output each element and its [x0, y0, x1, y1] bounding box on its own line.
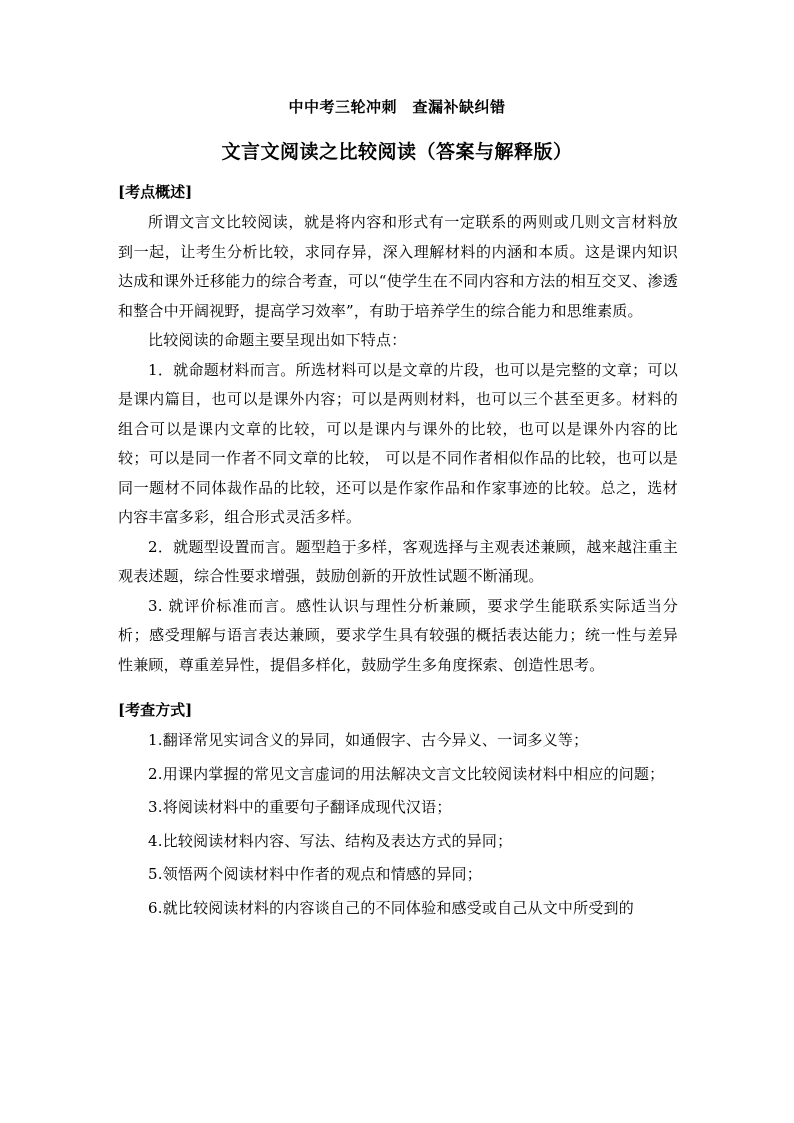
header-title: 中中考三轮冲刺 查漏补缺纠错 — [288, 98, 506, 116]
methods-item-5: 5.领悟两个阅读材料中作者的观点和情感的异同； — [148, 865, 482, 883]
main-title: 文言文阅读之比较阅读（答案与解释版） — [221, 141, 573, 163]
methods-item-2: 2.用课内掌握的常见文言虚词的用法解决文言文比较阅读材料中相应的问题； — [148, 764, 665, 783]
overview-paragraph-point-1: 1．就命题材料而言。所选材料可以是文章的片段，也可以是完整的文章；可以是课内篇目，也可以是课外内容；可以是两则材料，也可以三个甚至更多。材料的组合可以是课内文章的比较，可以是课内与课外的比较，也可以是课外内容的比较；可以是同一作者不同文章的比较， 可以是不同作者相似作品的比较，也可以是同一题材不同体裁作品的比较，还可以是作家作品和作家事迹的比较。总之，选材内容丰富多彩，组合形式灵活多样。 — [118, 360, 678, 526]
methods-item-4: 4.比较阅读材料内容、写法、结构及表达方式的异同； — [148, 831, 513, 850]
overview-paragraph-point-3: 3. 就评价标准而言。感性认识与理性分析兼顾，要求学生能联系实际适当分析；感受理解与语言表达兼顾，要求学生具有较强的概括表达能力；统一性与差异性兼顾，尊重差异性，提倡多样化，鼓励学生多角度探索、创造性思考。 — [118, 596, 678, 674]
methods-heading: [考查方式] — [118, 701, 193, 719]
overview-heading: [考点概述] — [118, 183, 193, 201]
overview-paragraph-intro: 所谓文言文比较阅读，就是将内容和形式有一定联系的两则或几则文言材料放到一起，让考生分析比较，求同存异，深入理解材料的内涵和本质。这是课内知识达成和课外迁移能力的综合考查，可以“使学生在不同内容和方法的相互交叉、渗透和整合中开阔视野，提高学习效率”，有助于培养学生的综合能力和思维素质。 — [118, 213, 678, 320]
methods-item-1: 1.翻译常见实词含义的异同，如通假字、古今异义、一词多义等； — [148, 731, 589, 749]
overview-paragraph-features-intro: 比较阅读的命题主要呈现出如下特点： — [148, 331, 407, 349]
methods-item-3: 3.将阅读材料中的重要句子翻译成现代汉语； — [148, 798, 452, 816]
section-gap — [118, 680, 678, 694]
document-content — [118, 176, 678, 923]
methods-item-6: 6.就比较阅读材料的内容谈自己的不同体验和感受或自己从文中所受到的 — [148, 898, 634, 917]
overview-paragraph-point-2: 2．就题型设置而言。题型趋于多样，客观选择与主观表述兼顾，越来越注重主观表述题，综合性要求增强，鼓励创新的开放性试题不断涌现。 — [118, 537, 678, 585]
